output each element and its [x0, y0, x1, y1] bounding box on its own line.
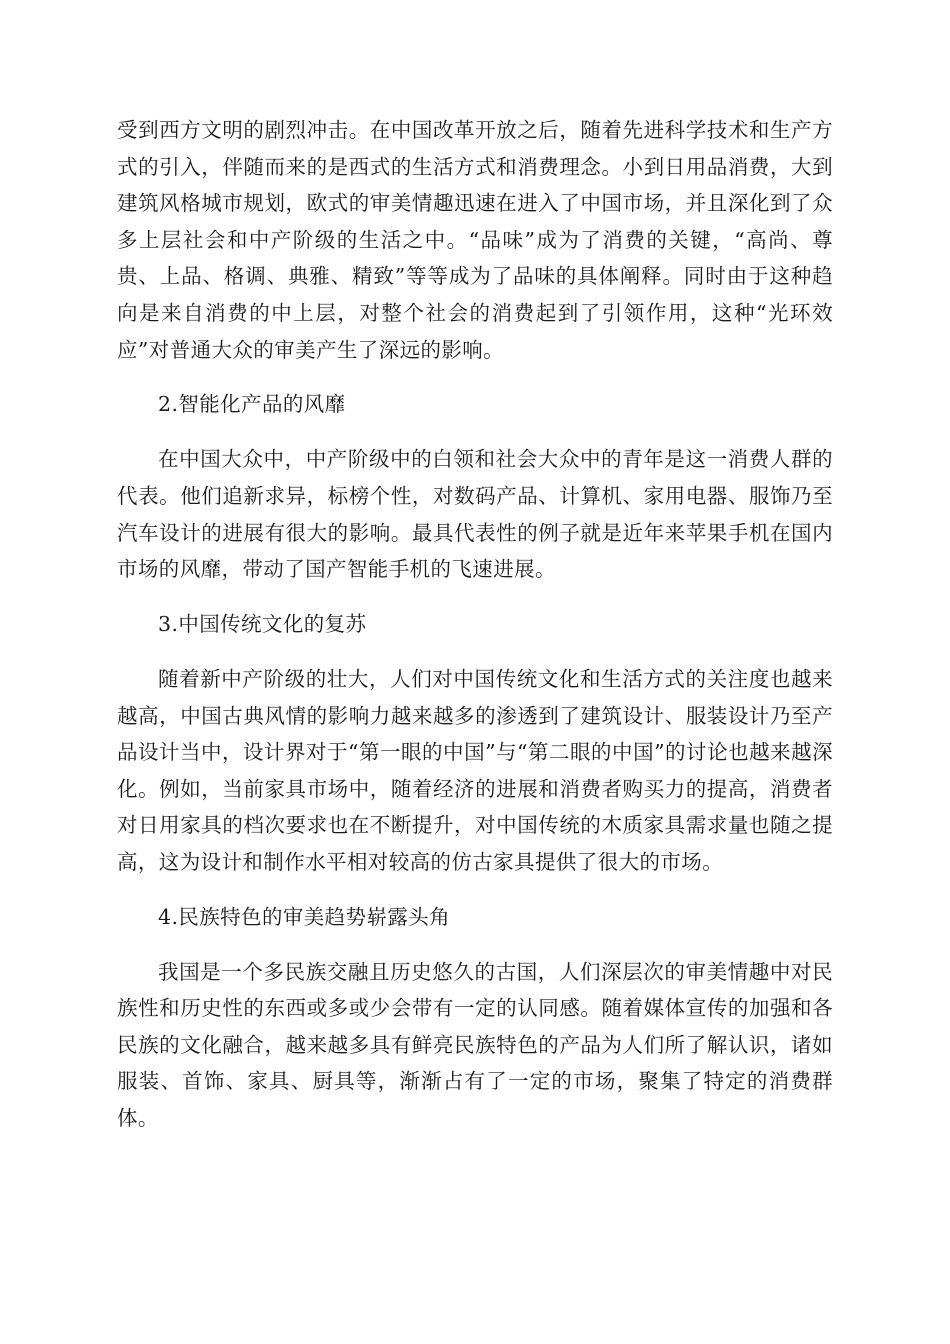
- section-heading-2: 2.智能化产品的风靡: [158, 392, 346, 417]
- paragraph-traditional-culture: 随着新中产阶级的壮大，人们对中国传统文化和生活方式的关注度也越来越高，中国古典风情的影响力越来越多的渗透到了建筑设计、服装设计乃至产品设计当中，设计界对于“第一眼的中国”与“第二眼的中国”的讨论也越来越深化。例如，当前家具市场中，随着经济的进展和消费者购买力的提高，消费者对日用家具的档次要求也在不断提升，对中国传统的木质家具需求量也随之提高，这为设计和制作水平相对较高的仿古家具提供了很大的市场。: [117, 666, 833, 874]
- paragraph-continued: 受到西方文明的剧烈冲击。在中国改革开放之后，随着先进科学技术和生产方式的引入，伴随而来的是西式的生活方式和消费理念。小到日用品消费，大到建筑风格城市规划，欧式的审美情趣迅速在进入了中国市场，并且深化到了众多上层社会和中产阶级的生活之中。“品味”成为了消费的关键，“高尚、尊贵、上品、格调、典雅、精致”等等成为了品味的具体阐释。同时由于这种趋向是来自消费的中上层，对整个社会的消费起到了引领作用，这种“光环效应”对普通大众的审美产生了深远的影响。: [117, 118, 833, 362]
- section-heading-3: 3.中国传统文化的复苏: [158, 612, 367, 637]
- paragraph-smart-products: 在中国大众中，中产阶级中的白领和社会大众中的青年是这一消费人群的代表。他们追新求异，标榜个性，对数码产品、计算机、家用电器、服饰乃至汽车设计的进展有很大的影响。最具代表性的例子就是近年来苹果手机在国内市场的风靡，带动了国产智能手机的飞速进展。: [117, 447, 833, 582]
- document-body: [117, 112, 833, 1137]
- paragraph-ethnic-aesthetics: 我国是一个多民族交融且历史悠久的古国，人们深层次的审美情趣中对民族性和历史性的东西或多或少会带有一定的认同感。随着媒体宣传的加强和各民族的文化融合，越来越多具有鲜亮民族特色的产品为人们所了解认识，诸如服装、首饰、家具、厨具等，渐渐占有了一定的市场，聚集了特定的消费群体。: [117, 959, 833, 1131]
- section-heading-4: 4.民族特色的审美趋势崭露头角: [158, 904, 451, 929]
